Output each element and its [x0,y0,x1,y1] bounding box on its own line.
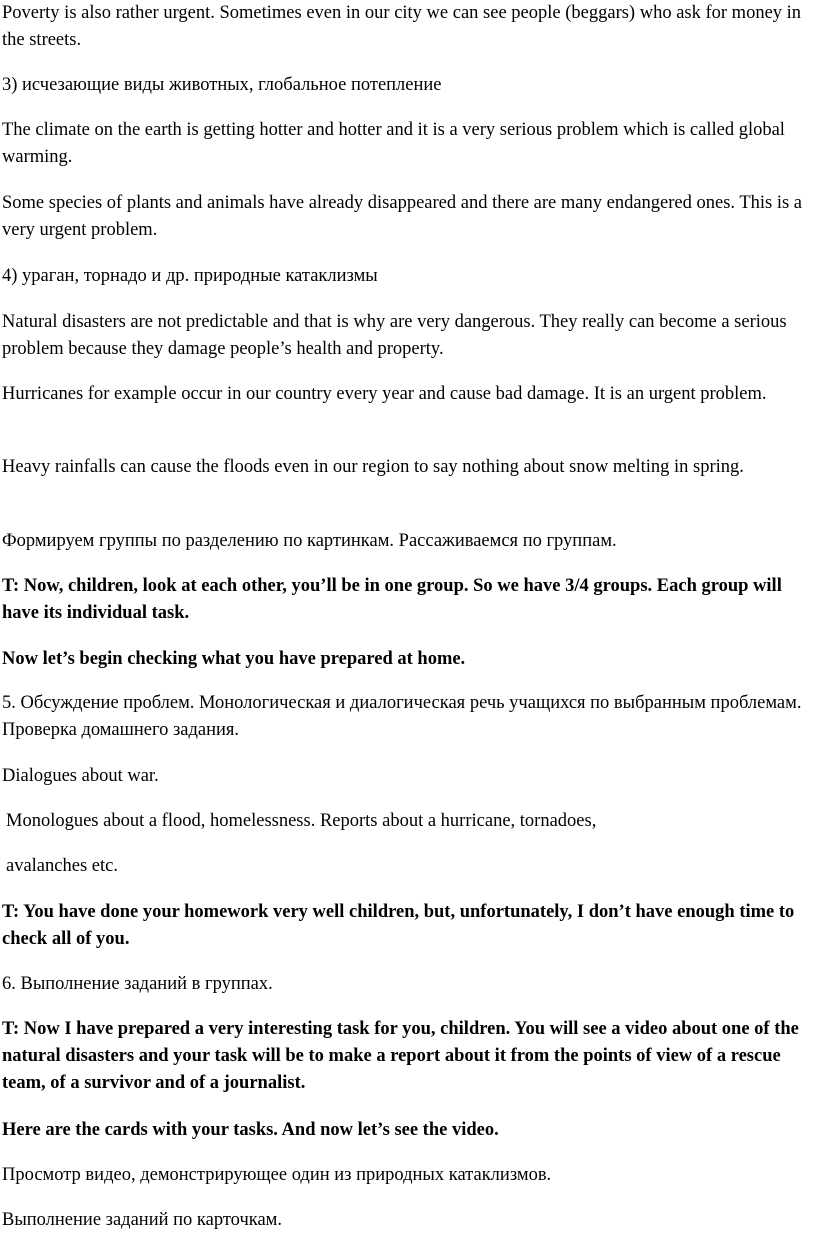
paragraph-heading-3: 3) исчезающие виды животных, глобальное потепление [2,75,442,95]
paragraph-hurricanes: Hurricanes for example occur in our country every year and cause bad damage. It is an urgent problem. [2,384,767,404]
paragraph-teacher-groups: T: Now, children, look at each other, you’ll be in one group. So we have 3/4 groups. Each group will have its individual task. [2,576,782,623]
paragraph-groups-ru: Формируем группы по разделению по картинкам. Рассаживаемся по группам. [2,531,617,551]
paragraph-global-warming: The climate on the earth is getting hotter and hotter and it is a very serious problem which is called global warming. [2,120,785,167]
paragraph-poverty: Poverty is also rather urgent. Sometimes even in our city we can see people (beggars) who ask for money in the streets. [2,3,802,50]
paragraph-rainfalls: Heavy rainfalls can cause the floods even in our region to say nothing about snow melting in spring. [2,457,744,477]
paragraph-teacher-homework: T: You have done your homework very well children, but, unfortunately, I don’t have enough time to check all of you. [2,902,795,949]
paragraph-cards-ru: Выполнение заданий по карточкам. [2,1210,282,1230]
paragraph-natural-disasters: Natural disasters are not predictable and that is why are very dangerous. They really can become a serious problem because they damage people’s health and property. [2,312,787,359]
paragraph-monologues: Monologues about a flood, homelessness. Reports about a hurricane, tornadoes, [6,811,597,831]
paragraph-species: Some species of plants and animals have already disappeared and there are many endangered ones. This is a very urgent problem. [2,193,803,240]
paragraph-teacher-task: T: Now I have prepared a very interesting task for you, children. You will see a video about one of the natural disasters and your task will be to make a report about it from the points of view of a rescue team, of a survivor and of a journalist. [2,1019,799,1093]
paragraph-video-ru: Просмотр видео, демонстрирующее один из природных катаклизмов. [2,1165,552,1185]
paragraph-avalanches: avalanches etc. [6,856,118,876]
paragraph-heading-5: 5. Обсуждение проблем. Монологическая и диалогическая речь учащихся по выбранным проблемам. Проверка домашнего задания. [2,693,802,740]
paragraph-heading-6: 6. Выполнение заданий в группах. [2,974,273,994]
paragraph-teacher-cards: Here are the cards with your tasks. And now let’s see the video. [2,1120,499,1140]
paragraph-teacher-checking: Now let’s begin checking what you have prepared at home. [2,649,466,669]
paragraph-heading-4: 4) ураган, торнадо и др. природные катаклизмы [2,266,378,286]
paragraph-dialogues: Dialogues about war. [2,766,159,786]
